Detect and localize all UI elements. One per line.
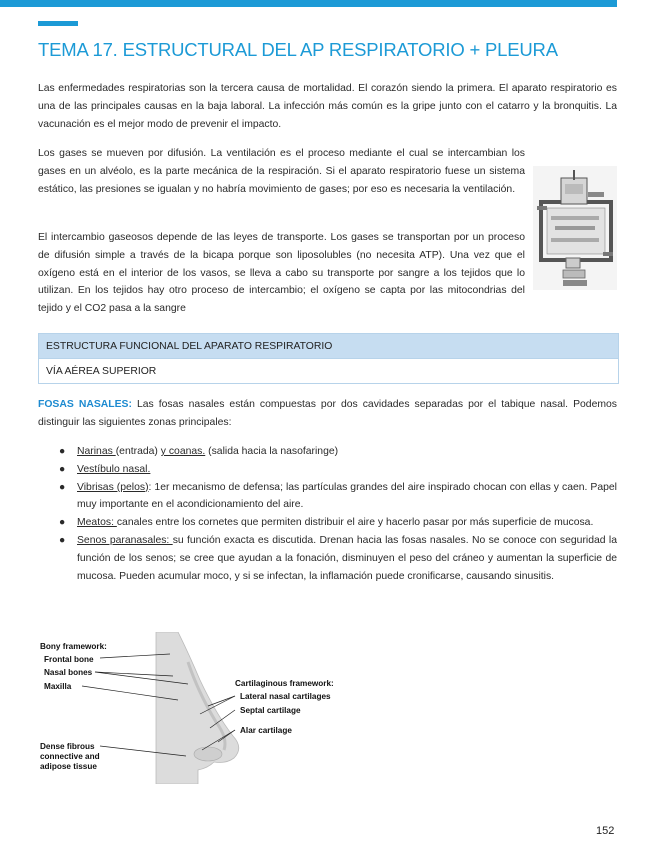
bullet-icon: ●	[59, 446, 66, 457]
nose-anatomy-figure	[38, 632, 348, 784]
intro-paragraph: Las enfermedades respiratorias son la tercera causa de mortalidad. El corazón siendo la primera. El aparato respiratorio es una de las principales causas en la baja laboral. La infección más común es la gripe junto con el catarro y la bronquitis. La vacunación es el mejor modo de prevenir el impacto.	[38, 83, 617, 130]
label-nasal-bones: Nasal bones	[44, 668, 93, 677]
label-bony-framework: Bony framework:	[40, 642, 107, 651]
term-narinas: Narinas	[77, 446, 116, 457]
section-table	[38, 333, 619, 384]
nasal-zones-list	[38, 443, 617, 585]
bullet-icon: ●	[59, 534, 66, 546]
section-header: ESTRUCTURA FUNCIONAL DEL APARATO RESPIRATORIO	[39, 334, 618, 359]
label-dense-fibrous: Dense fibrous	[40, 742, 95, 751]
top-accent-bar	[0, 0, 617, 7]
term-meatos: Meatos:	[77, 517, 117, 529]
bullet-icon: ●	[59, 517, 66, 529]
list-text: canales entre los cornetes que permiten distribuir el aire y hacerlo pasar por más superficie de mucosa.	[116, 517, 594, 529]
term-coanas: y coanas.	[160, 446, 206, 457]
diffusion-paragraph: Los gases se mueven por difusión. La ventilación es el proceso mediante el cual se intercambian los gases en un alvéolo, es la parte mecánica de la respiración. Si el aparato respiratorio fuese un sistema estático, las presiones se igualan y no habría movimiento de gases; por eso es necesaria la ventilación.	[38, 148, 525, 195]
term-vestibulo: Vestíbulo nasal.	[77, 463, 151, 475]
label-alar-cartilage: Alar cartilage	[240, 726, 292, 735]
list-item	[38, 443, 617, 461]
label-cartilaginous-framework: Cartilaginous framework:	[235, 679, 334, 688]
label-dense-adipose: adipose tissue	[40, 762, 97, 771]
list-text: (entrada)	[115, 446, 161, 457]
section-subheader: VÍA AÉREA SUPERIOR	[39, 359, 618, 383]
respiratory-schematic-diagram	[533, 166, 617, 290]
list-item	[38, 532, 617, 585]
list-text: (salida hacia la nasofaringe)	[205, 446, 339, 457]
list-item	[38, 514, 617, 532]
fosas-nasales-paragraph	[38, 396, 617, 432]
page-title: TEMA 17. ESTRUCTURAL DEL AP RESPIRATORIO + PLEURA	[38, 39, 558, 60]
term-vibrisas: Vibrisas (pelos)	[77, 481, 149, 493]
label-maxilla: Maxilla	[44, 682, 72, 691]
bullet-icon: ●	[59, 463, 66, 475]
term-senos: Senos paranasales:	[77, 534, 173, 546]
list-text: su función exacta es discutida. Drenan hacia las fosas nasales. No se conoce con seguridad la función de los senos; se cree que ayudan a la fonación, disminuyen el peso del cráneo y aumentan la superficie de mucosa. Pueden acumular moco, y si se infectan, la inflamación puede cronificarse, causando sinusitis.	[77, 534, 618, 582]
fosas-nasales-label: FOSAS NASALES:	[38, 399, 132, 410]
list-item	[38, 479, 617, 515]
bullet-icon: ●	[59, 481, 66, 493]
label-septal-cartilage: Septal cartilage	[240, 706, 301, 715]
label-frontal-bone: Frontal bone	[44, 655, 94, 664]
face-silhouette	[156, 632, 239, 784]
list-text: : 1er mecanismo de defensa; las partículas grandes del aire inspirado chocan con ellas y caen. Papel muy importante en el acondicionamiento del aire.	[77, 481, 617, 511]
fosas-nasales-text: Las fosas nasales están compuestas por dos cavidades separadas por el tabique nasal. Podemos distinguir las siguientes zonas principales:	[38, 399, 617, 428]
gas-exchange-paragraph: El intercambio gaseosos depende de las leyes de transporte. Los gases se transportan por un proceso de difusión simple a través de la bicapa porque son liposolubles (no necesita ATP). Una vez que el oxígeno está en el interior de los vasos, se lleva a cabo su transporte por sangre a los tejidos que lo utilizan. En los tejidos hay otro proceso de intercambio; el oxígeno se capta por las mitocondrias del tejido y el CO2 pasa a la sangre	[38, 232, 525, 315]
list-item	[38, 461, 617, 479]
title-accent-dash	[38, 21, 78, 26]
label-dense-connective: connective and	[40, 752, 100, 761]
alar-shape	[194, 747, 222, 761]
label-lateral-nasal-cartilages: Lateral nasal cartilages	[240, 692, 331, 701]
page-number: 152	[596, 825, 615, 837]
